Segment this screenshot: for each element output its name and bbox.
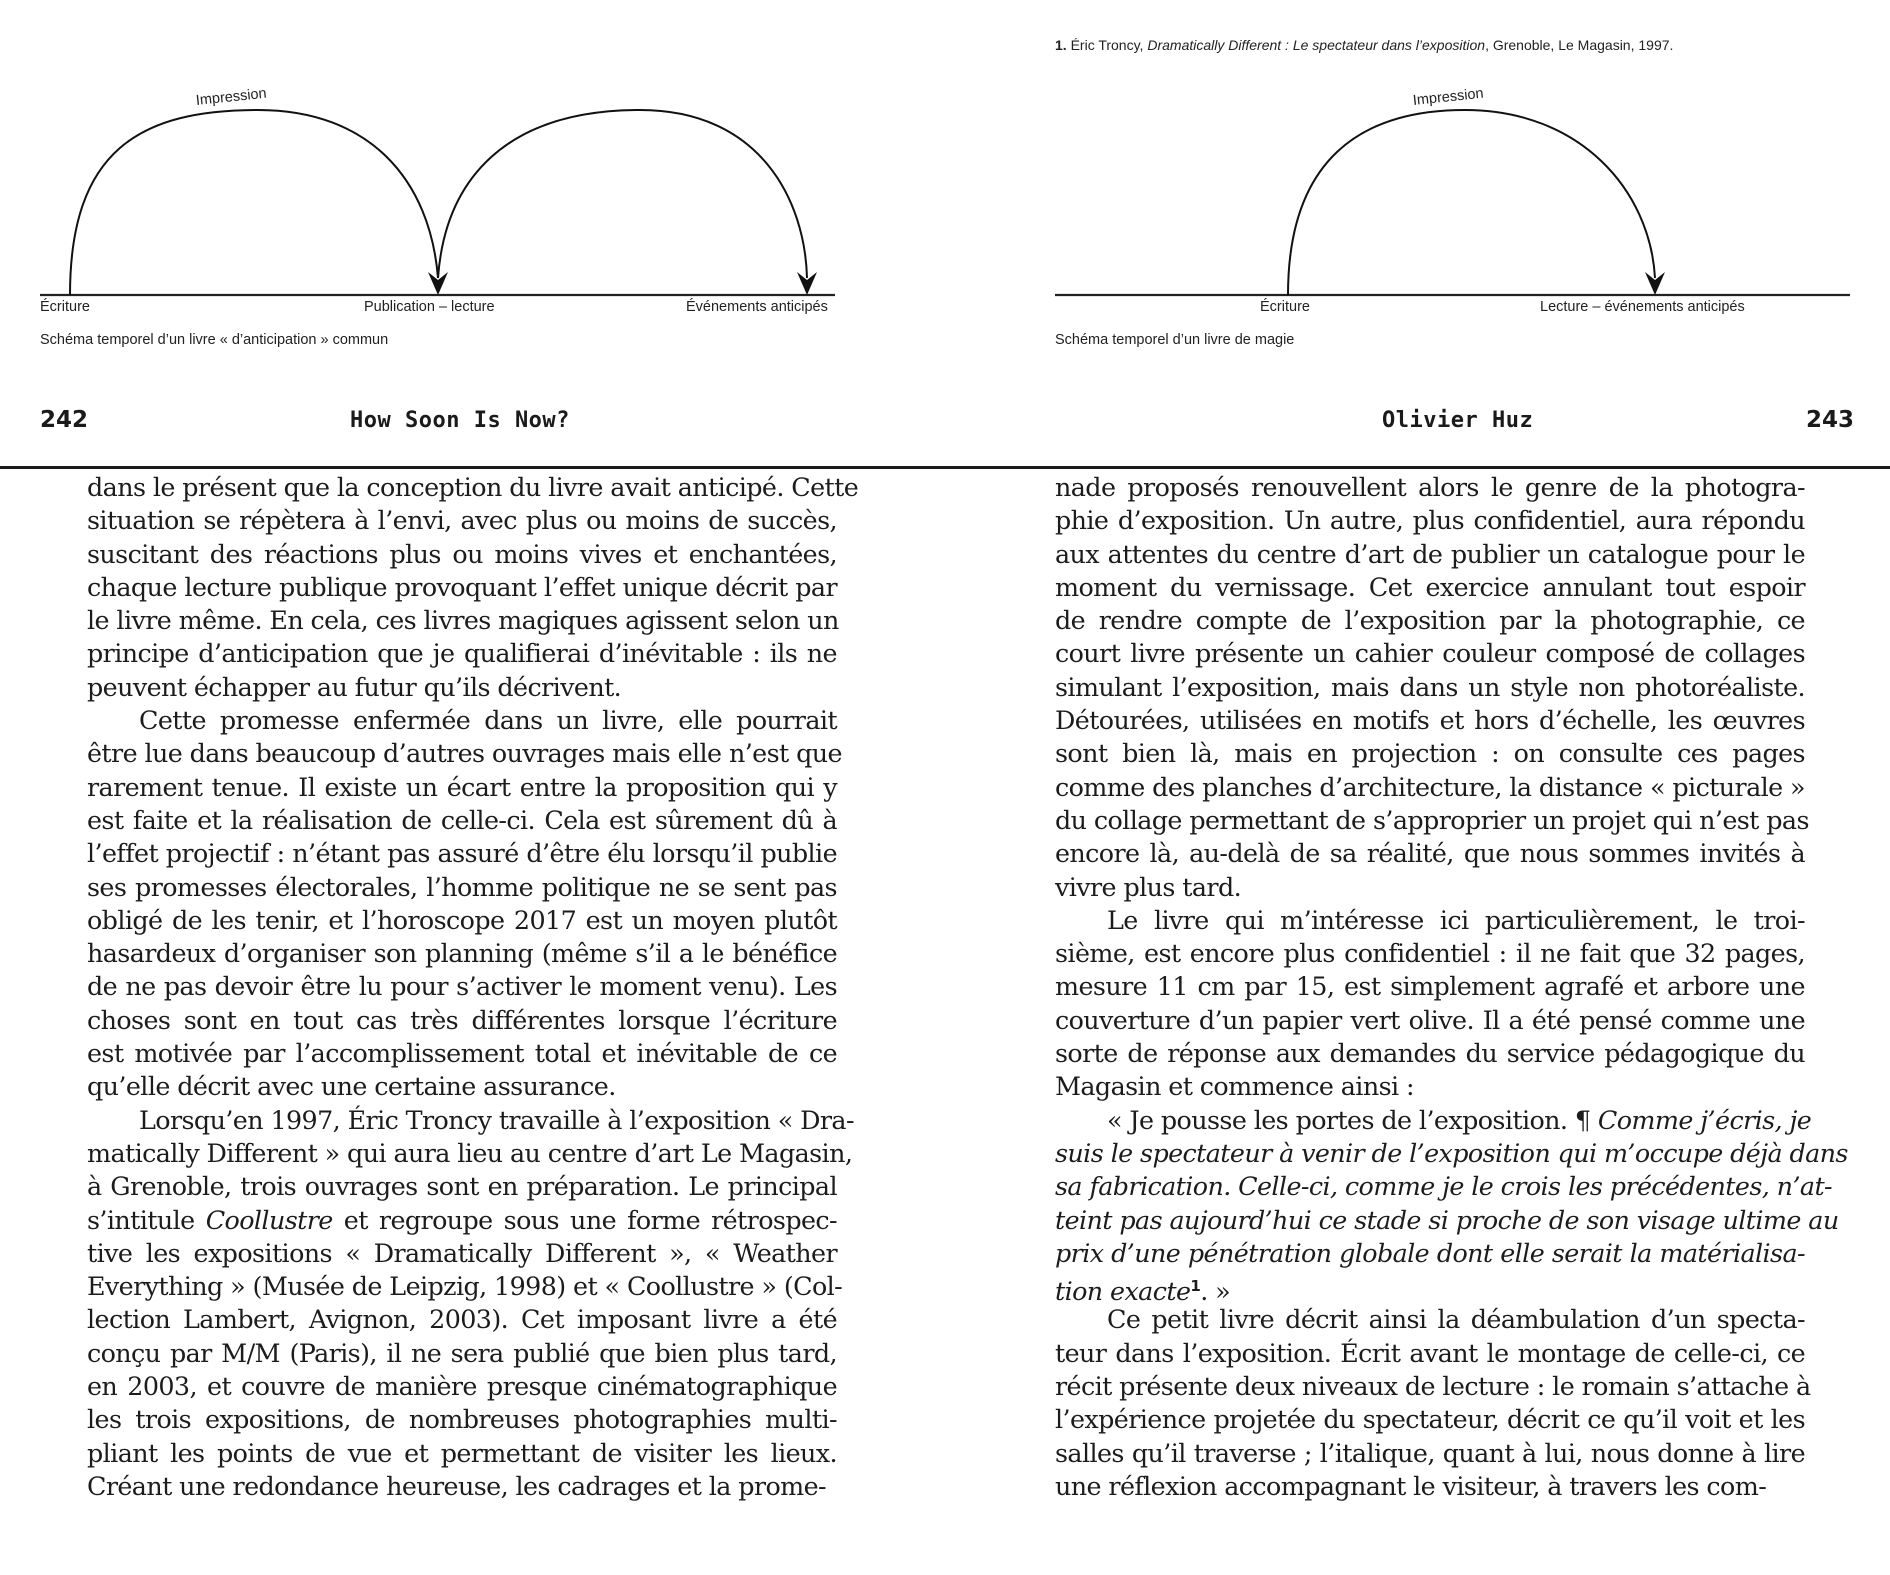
text-line: sorte de réponse aux demandes du service pédagogique du (1055, 1038, 1805, 1069)
text-line: conçu par M/M (Paris), il ne sera publié que bien plus tard, (87, 1337, 837, 1368)
text-line: s’intitule Coollustre et regroupe sous une forme rétrospec- (87, 1204, 837, 1235)
text-line: Cette promesse enfermée dans un livre, elle pourrait (139, 705, 837, 736)
impression-arc-icon (1288, 110, 1655, 295)
header-rule (0, 466, 1890, 469)
text-line: « Je pousse les portes de l’exposition. ¶ Comme j’écris, je (1107, 1104, 1812, 1135)
footnote-publisher: , Grenoble, Le Magasin, 1997. (1485, 37, 1674, 53)
axis-label-anticipated-events: Événements anticipés (686, 299, 828, 315)
axis-label-publication: Publication – lecture (364, 299, 495, 315)
text-line: Créant une redondance heureuse, les cadrages et la prome- (87, 1470, 827, 1501)
text-line: du collage permettant de s’approprier un projet qui n’est pas (1055, 804, 1809, 835)
axis-label-writing: Écriture (40, 299, 90, 315)
text-line: principe d’anticipation que je qualifierai d’inévitable : ils ne (87, 638, 837, 669)
text-line: rarement tenue. Il existe un écart entre la proposition qui y (87, 771, 837, 802)
text-line: matically Different » qui aura lieu au centre d’art Le Magasin, (87, 1137, 853, 1168)
footnote-number: 1. (1055, 37, 1067, 53)
text-line: pliant les points de vue et permettant de visiter les lieux. (87, 1437, 837, 1468)
text-line: le livre même. En cela, ces livres magiques agissent selon un (87, 605, 839, 636)
text-line: hasardeux d’organiser son planning (même s’il a le bénéfice (87, 938, 837, 969)
text-line: à Grenoble, trois ouvrages sont en préparation. Le principal (87, 1171, 837, 1202)
text-line: comme des planches d’architecture, la distance « picturale » (1055, 771, 1805, 802)
text-line: de ne pas devoir être lu pour s’activer le moment venu). Les (87, 971, 837, 1002)
left-arc-label: Impression (195, 85, 268, 109)
text-line: en 2003, et couvre de manière presque cinématographique (87, 1371, 837, 1402)
text-line: chaque lecture publique provoquant l’effet unique décrit par (87, 571, 837, 602)
text-line: Le livre qui m’intéresse ici particulièrement, le troi- (1107, 904, 1805, 935)
axis-label-writing: Écriture (1260, 299, 1310, 315)
running-head-author: Olivier Huz (1382, 408, 1534, 433)
text-line: Lorsqu’en 1997, Éric Troncy travaille à l’exposition « Dra- (139, 1104, 854, 1135)
axis-label-reading-events: Lecture – événements anticipés (1540, 299, 1745, 315)
text-line: ses promesses électorales, l’homme politique ne se sent pas (87, 871, 837, 902)
text-line: prix d’une pénétration globale dont elle serait la matérialisa- (1055, 1237, 1805, 1268)
page-number-right: 243 (1806, 407, 1855, 433)
text-line: une réflexion accompagnant le visiteur, à travers les com- (1055, 1470, 1767, 1501)
text-line: salles qu’il traverse ; l’italique, quant à lui, nous donne à lire (1055, 1437, 1805, 1468)
text-line: Everything » (Musée de Leipzig, 1998) et « Coollustre » (Col- (87, 1271, 843, 1302)
text-line: choses sont en tout cas très différentes lorsque l’écriture (87, 1004, 837, 1035)
text-line: simulant l’exposition, mais dans un style non photoréaliste. (1055, 671, 1805, 702)
text-line: suscitant des réactions plus ou moins vives et enchantées, (87, 538, 837, 569)
text-line: obligé de les tenir, et l’horoscope 2017 est un moyen plutôt (87, 904, 837, 935)
footnote-ref[interactable]: 1 (1190, 1277, 1201, 1296)
text-line: aux attentes du centre d’art de publier un catalogue pour le (1055, 538, 1805, 569)
left-diagram-caption: Schéma temporel d’un livre « d’anticipation » commun (40, 332, 389, 348)
left-body-text (87, 471, 859, 1503)
anticipation-arc-icon (438, 110, 807, 278)
text-line: sa fabrication. Celle-ci, comme je le crois les précédentes, n’at- (1055, 1171, 1833, 1202)
text-line: est faite et la réalisation de celle-ci. Cela est sûrement dû à (87, 804, 837, 835)
right-arc-label: Impression (1412, 85, 1485, 109)
text-line: nade proposés renouvellent alors le genre de la photogra- (1055, 472, 1805, 502)
text-line: court livre présente un cahier couleur composé de collages (1055, 638, 1805, 669)
footnote-title: Dramatically Different : Le spectateur dans l’exposition (1147, 37, 1486, 53)
text-line: situation se répètera à l’envi, avec plus ou moins de succès, (87, 505, 837, 536)
text-line: moment du vernissage. Cet exercice annulant tout espoir (1055, 571, 1805, 602)
text-line: Magasin et commence ainsi : (1055, 1071, 1414, 1102)
running-head-title: How Soon Is Now? (350, 408, 570, 433)
text-line: suis le spectateur à venir de l’exposition qui m’occupe déjà dans (1055, 1137, 1848, 1168)
text-line: Détourées, utilisées en motifs et hors d’échelle, les œuvres (1055, 705, 1805, 736)
text-line: dans le présent que la conception du livre avait anticipé. Cette (87, 472, 859, 502)
text-line: lection Lambert, Avignon, 2003). Cet imposant livre a été (87, 1304, 837, 1335)
text-line: de rendre compte de l’exposition par la photographie, ce (1055, 605, 1805, 636)
text-line: qu’elle décrit avec une certaine assurance. (87, 1071, 616, 1102)
right-body-text (1055, 471, 1848, 1503)
text-line: phie d’exposition. Un autre, plus confidentiel, aura répondu (1055, 505, 1805, 536)
left-diagram (40, 110, 835, 295)
right-diagram (1055, 110, 1850, 295)
text-line: encore là, au-delà de sa réalité, que nous sommes invités à (1055, 838, 1805, 869)
text-line: couverture d’un papier vert olive. Il a été pensé comme une (1055, 1004, 1805, 1035)
text-line: tive les expositions « Dramatically Different », « Weather (87, 1237, 837, 1268)
text-line: teint pas aujourd’hui ce stade si proche de son visage ultime au (1055, 1204, 1839, 1235)
text-line: est motivée par l’accomplissement total et inévitable de ce (87, 1038, 837, 1069)
text-line: l’effet projectif : n’étant pas assuré d’être élu lorsqu’il publie (87, 838, 837, 869)
footnote-author: Éric Troncy, (1070, 37, 1148, 53)
text-line: sième, est encore plus confidentiel : il ne fait que 32 pages, (1055, 938, 1805, 969)
text-line: teur dans l’exposition. Écrit avant le montage de celle-ci, ce (1055, 1337, 1805, 1368)
impression-arc-icon (70, 110, 438, 295)
text-line: les trois expositions, de nombreuses photographies multi- (87, 1404, 837, 1435)
text-line: sont bien là, mais en projection : on consulte ces pages (1055, 738, 1805, 769)
text-line: vivre plus tard. (1055, 871, 1242, 902)
text-line: tion exacte$^1$. » (1055, 1276, 1231, 1307)
text-line: récit présente deux niveaux de lecture : le romain s’attache à (1055, 1371, 1811, 1402)
text-line: l’expérience projetée du spectateur, décrit ce qu’il voit et les (1055, 1404, 1805, 1435)
text-line: mesure 11 cm par 15, est simplement agrafé et arbore une (1055, 971, 1805, 1002)
footnote-1 (1055, 37, 1673, 53)
right-diagram-caption: Schéma temporel d’un livre de magie (1055, 332, 1295, 348)
page-number-left: 242 (40, 407, 89, 433)
text-line: être lue dans beaucoup d’autres ouvrages mais elle n’est que (87, 738, 842, 769)
text-line: peuvent échapper au futur qu’ils décrivent. (87, 671, 622, 702)
text-line: Ce petit livre décrit ainsi la déambulation d’un specta- (1107, 1304, 1805, 1335)
